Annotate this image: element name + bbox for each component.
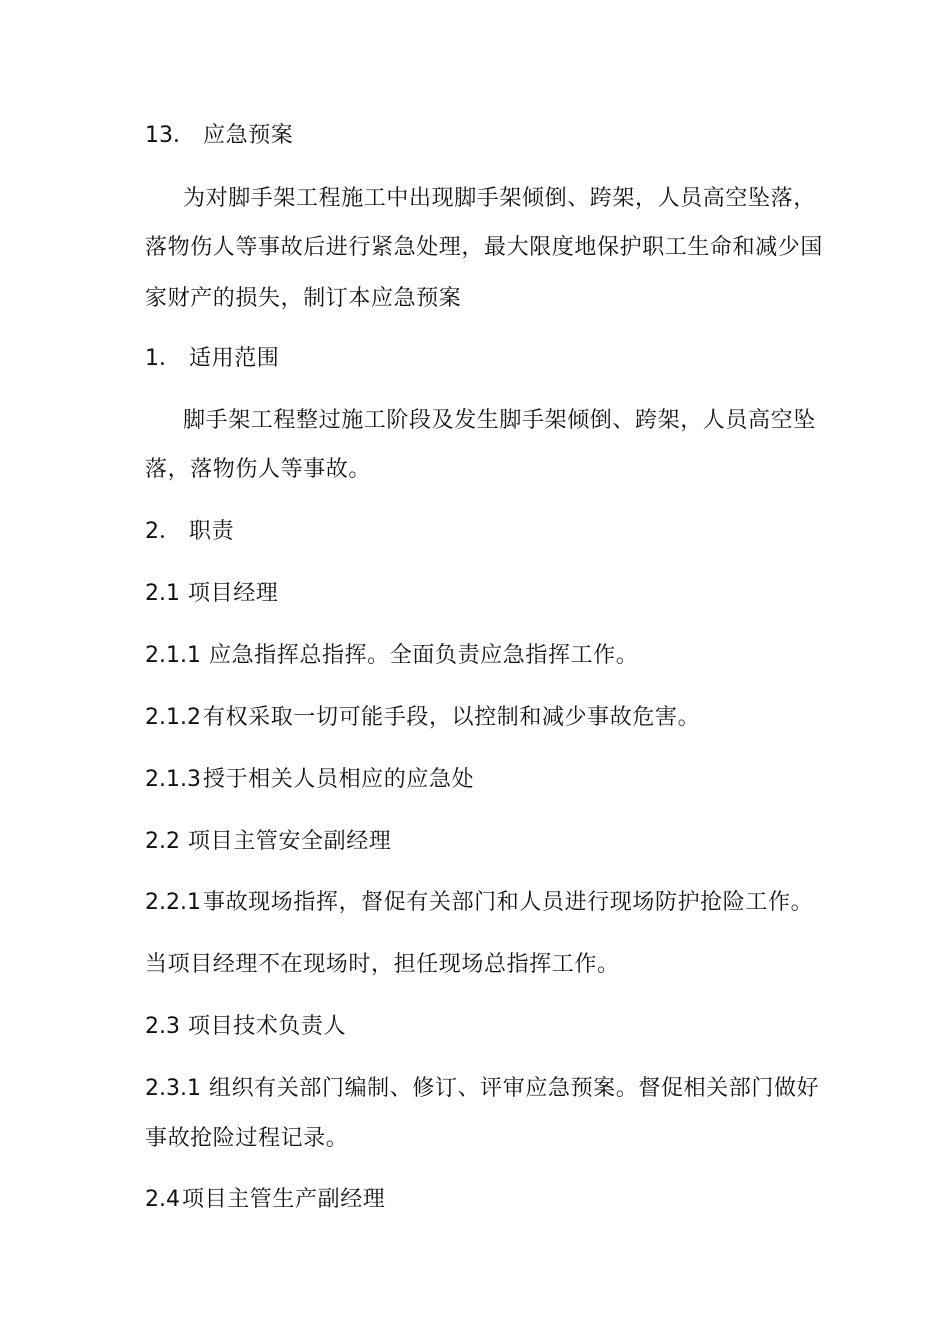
scope-heading-text: 适用范围 bbox=[189, 346, 280, 371]
section-2-2-1-text: 事故现场指挥，督促有关部门和人员进行现场防护抢险工作。 bbox=[202, 890, 814, 915]
scope-heading bbox=[145, 344, 279, 374]
section-2-1-1-text: 应急指挥总指挥。全面负责应急指挥工作。 bbox=[208, 643, 639, 668]
section-2-4-text: 项目主管生产副经理 bbox=[182, 1187, 386, 1212]
section-2-1-3-text: 授于相关人员相应的应急处 bbox=[202, 767, 475, 792]
section-title bbox=[145, 121, 293, 151]
section-2-3-1-text: 组织有关部门编制、修订、评审应急预案。督促相关部门做好 bbox=[208, 1076, 820, 1101]
section-2-1-3 bbox=[145, 765, 474, 795]
section-2-3-1-number: 2.3.1 bbox=[145, 1076, 201, 1101]
section-2-4 bbox=[145, 1185, 385, 1215]
intro-line-1: 为对脚手架工程施工中出现脚手架倾倒、跨架，人员高空坠落， bbox=[183, 186, 816, 211]
duties-number: 2． bbox=[145, 519, 181, 544]
duties-heading bbox=[145, 517, 234, 547]
section-2-1-2 bbox=[145, 703, 700, 733]
section-2-2 bbox=[145, 827, 391, 857]
section-2-1-2-number: 2.1.2 bbox=[145, 705, 201, 730]
section-2-2-1-continued: 当项目经理不在现场时，担任现场总指挥工作。 bbox=[145, 952, 620, 977]
section-2-1-number: 2.1 bbox=[145, 581, 180, 606]
section-2-3-text: 项目技术负责人 bbox=[188, 1014, 347, 1039]
section-2-2-text: 项目主管安全副经理 bbox=[188, 829, 392, 854]
scope-line-2: 落，落物伤人等事故。 bbox=[145, 457, 372, 482]
section-2-1-1-number: 2.1.1 bbox=[145, 643, 201, 668]
section-number: 13． bbox=[145, 123, 195, 148]
section-2-2-1-number: 2.2.1 bbox=[145, 890, 201, 915]
section-2-1-3-number: 2.1.3 bbox=[145, 767, 201, 792]
section-2-1-2-text: 有权采取一切可能手段，以控制和减少事故危害。 bbox=[202, 705, 701, 730]
duties-heading-text: 职责 bbox=[189, 519, 235, 544]
section-2-1-1 bbox=[145, 641, 638, 671]
intro-line-2: 落物伤人等事故后进行紧急处理，最大限度地保护职工生命和减少国 bbox=[145, 235, 824, 260]
section-2-3-1-continued: 事故抢险过程记录。 bbox=[145, 1126, 349, 1151]
scope-number: 1． bbox=[145, 346, 181, 371]
section-2-1 bbox=[145, 579, 278, 609]
section-2-3 bbox=[145, 1012, 346, 1042]
scope-line-1: 脚手架工程整过施工阶段及发生脚手架倾倒、跨架，人员高空坠 bbox=[183, 408, 816, 433]
section-2-3-number: 2.3 bbox=[145, 1014, 180, 1039]
section-2-3-1 bbox=[145, 1074, 819, 1104]
section-2-4-number: 2.4 bbox=[145, 1187, 180, 1212]
section-title-text: 应急预案 bbox=[203, 123, 294, 148]
section-2-2-1 bbox=[145, 888, 813, 918]
section-2-1-text: 项目经理 bbox=[188, 581, 279, 606]
intro-line-3: 家财产的损失，制订本应急预案 bbox=[145, 286, 462, 311]
section-2-2-number: 2.2 bbox=[145, 829, 180, 854]
